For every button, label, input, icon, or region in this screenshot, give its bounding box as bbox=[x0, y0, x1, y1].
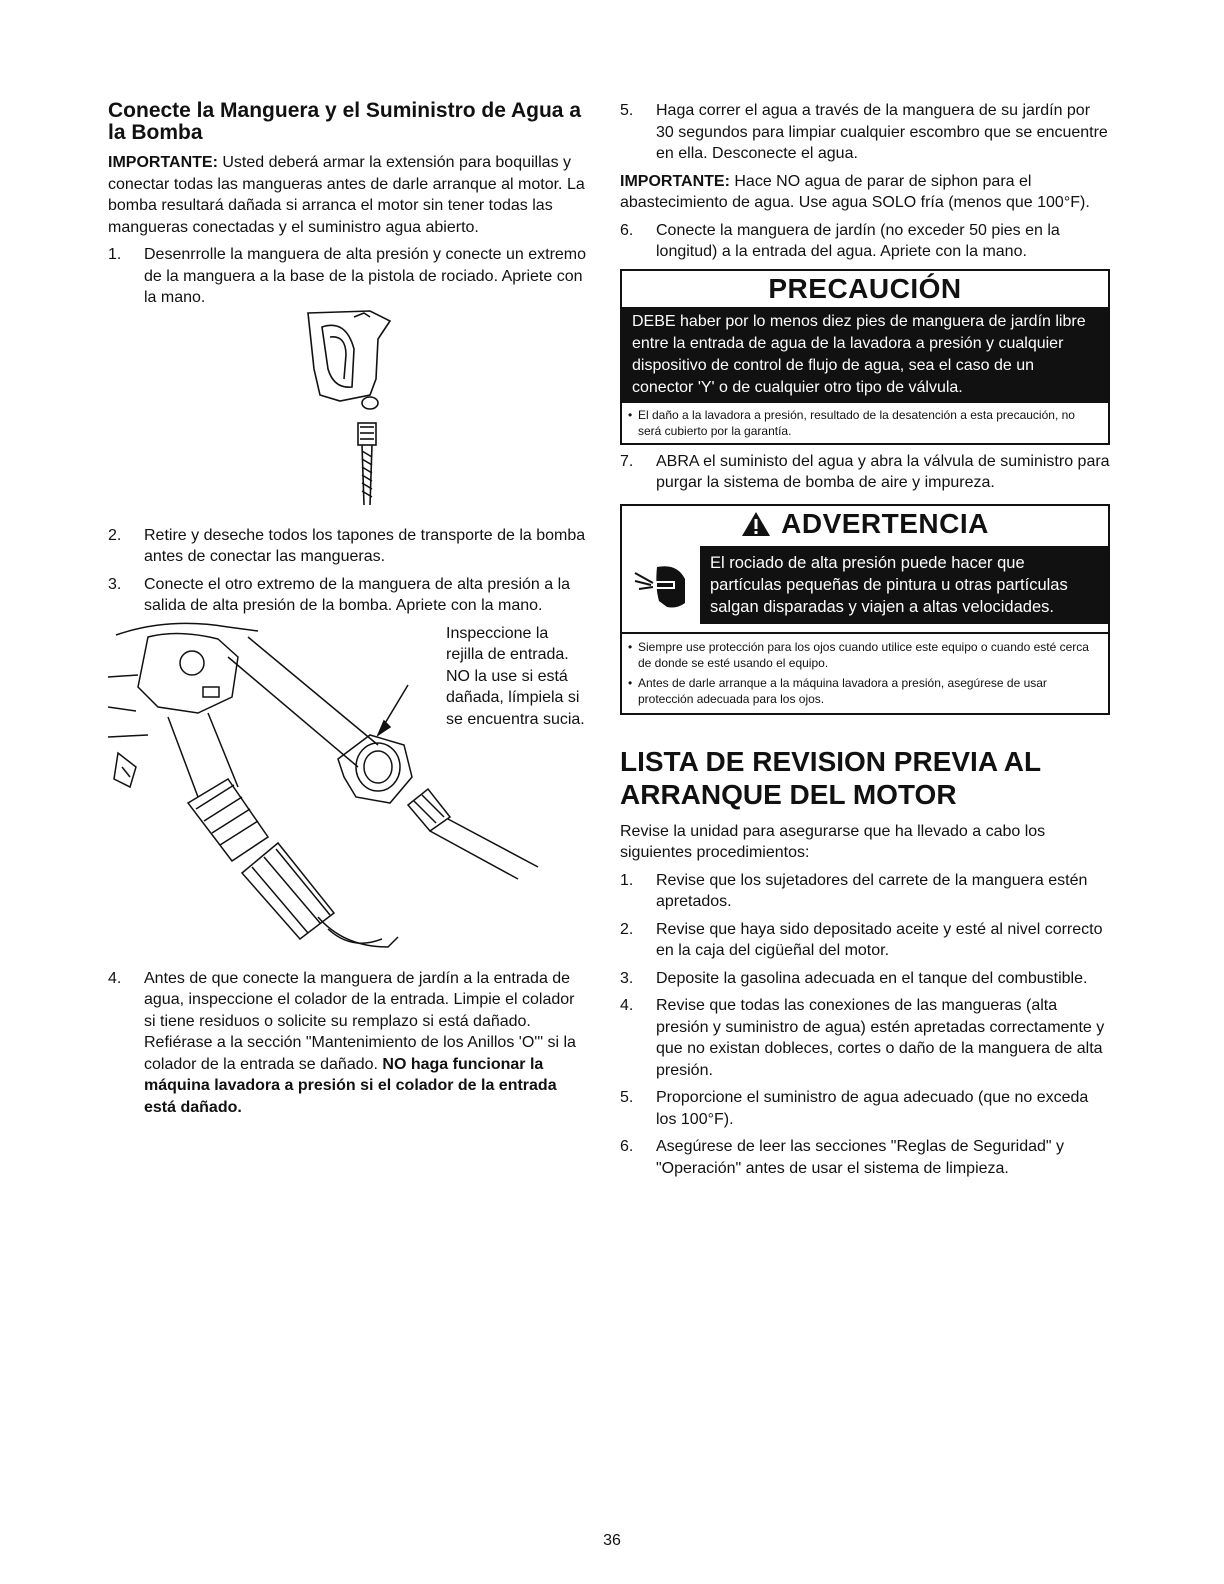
item-text: Proporcione el suministro de agua adecuado (que no exceda los 100°F). bbox=[656, 1089, 1089, 1128]
step-number: 1. bbox=[108, 246, 122, 263]
steps-list-left-3 bbox=[108, 968, 590, 1119]
step-number: 3. bbox=[108, 575, 122, 593]
steps-list-left bbox=[108, 244, 590, 309]
warning-text: El rociado de alta presión puede hacer que partículas pequeñas de pintura u otras partículas salgan disparadas y viajen a altas velocidades. bbox=[700, 546, 1108, 624]
inlet-screen-callout: Inspeccione la rejilla de entrada. NO la use si está dañada, límpiela si se encuentra sucia. bbox=[446, 624, 585, 728]
item-number: 1. bbox=[620, 871, 634, 889]
item-text: Revise que haya sido depositado aceite y esté al nivel correcto en la caja del cigüeñal del motor. bbox=[656, 920, 1103, 959]
step-number: 2. bbox=[108, 526, 122, 544]
important-label: IMPORTANTE: bbox=[620, 172, 730, 190]
step-7 bbox=[620, 451, 1110, 494]
warning-notes bbox=[622, 632, 1108, 713]
item-number: 2. bbox=[620, 920, 634, 938]
step-6 bbox=[620, 220, 1110, 263]
checklist-title: LISTA DE REVISION PREVIA AL ARRANQUE DEL MOTOR bbox=[620, 745, 1041, 810]
left-column bbox=[108, 100, 590, 1118]
step-4-bold-warning: NO haga funcionar la máquina lavadora a presión si el colador de la entrada está dañado. bbox=[144, 1055, 557, 1116]
step-2 bbox=[108, 525, 590, 568]
steps-list-right-3 bbox=[620, 451, 1110, 494]
step-text: Conecte la manguera de jardín (no exceder 50 pies en la longitud) a la entrada del agua. Apriete con la mano. bbox=[656, 221, 1060, 260]
caution-note-text: El daño a la lavadora a presión, resultado de la desatención a esta precaución, no será cubierto por la garantía. bbox=[638, 407, 1075, 438]
steps-list-right bbox=[620, 100, 1110, 165]
bullet: • bbox=[628, 675, 633, 690]
checklist bbox=[620, 870, 1110, 1180]
step-number: 6. bbox=[620, 221, 634, 239]
important-note-right bbox=[620, 171, 1110, 214]
eye-protection-icon bbox=[622, 546, 700, 624]
item-text: Deposite la gasolina adecuada en el tanque del combustible. bbox=[656, 969, 1088, 987]
spray-gun-hose-illustration bbox=[108, 309, 590, 519]
checklist-intro: Revise la unidad para asegurarse que ha llevado a cabo los siguientes procedimientos: bbox=[620, 822, 1046, 861]
warning-triangle-icon bbox=[741, 511, 771, 537]
step-text: ABRA el suministo del agua y abra la válvula de suministro para purgar la sistema de bomba de aire y impureza. bbox=[656, 452, 1110, 491]
check-item-3 bbox=[620, 968, 1110, 990]
important-text: Usted deberá armar la extensión para boquillas y conectar todas las mangueras antes de darle arranque al motor. La bomba resultará dañada si arranca el motor sin tener todas las mangueras conectadas y el suministro agua abierto. bbox=[108, 154, 585, 236]
warning-header bbox=[622, 506, 1108, 542]
important-text: Hace NO agua de parar de siphon para el abastecimiento de agua. Use agua SOLO fría (menos que 100°F). bbox=[620, 172, 1090, 211]
item-number: 3. bbox=[620, 969, 634, 987]
caution-note bbox=[622, 403, 1108, 443]
step-3 bbox=[108, 574, 590, 617]
step-text: Antes de que conecte la manguera de jardín a la entrada de agua, inspeccione el colador de la entrada. Limpie el colador si tiene residuos o solicite su remplazo si está dañado. Refiérase a la sección "Mantenimiento de los Anillos 'O'" si la colador de la entrada se dañado. bbox=[144, 969, 576, 1073]
warning-box bbox=[620, 504, 1110, 715]
step-1 bbox=[108, 244, 590, 309]
bullet: • bbox=[628, 639, 633, 654]
check-item-4 bbox=[620, 995, 1110, 1081]
step-text: Haga correr el agua a través de la manguera de su jardín por 30 segundos para limpiar cualquier escombro que se encuentre en ella. Desconecte el agua. bbox=[656, 102, 1108, 162]
caution-box bbox=[620, 269, 1110, 445]
warning-body bbox=[622, 542, 1108, 632]
check-item-2 bbox=[620, 919, 1110, 962]
check-item-6 bbox=[620, 1136, 1110, 1179]
item-text: Revise que los sujetadores del carrete de la manguera estén apretados. bbox=[656, 871, 1088, 910]
warning-note-1 bbox=[622, 634, 1108, 675]
warning-note-2 bbox=[622, 675, 1108, 713]
section-heading-connect-hose: Conecte la Manguera y el Suministro de Agua a la Bomba bbox=[108, 99, 582, 144]
warning-title: ADVERTENCIA bbox=[781, 507, 989, 539]
step-number: 7. bbox=[620, 452, 634, 470]
check-item-5 bbox=[620, 1087, 1110, 1130]
bullet: • bbox=[628, 407, 633, 422]
important-note-left bbox=[108, 152, 590, 238]
step-text: Retire y deseche todos los tapones de transporte de la bomba antes de conectar las mangueras. bbox=[144, 526, 586, 565]
page-number: 36 bbox=[603, 1532, 621, 1549]
check-item-1 bbox=[620, 870, 1110, 913]
step-number: 5. bbox=[620, 102, 634, 119]
important-label: IMPORTANTE: bbox=[108, 154, 218, 171]
steps-list-right-2 bbox=[620, 220, 1110, 263]
right-column bbox=[620, 100, 1110, 1179]
item-text: Revise que todas las conexiones de las mangueras (alta presión y suministro de agua) estén apretadas correctamente y que no existan dobleces, cortes o daño de la manguera de alta presión. bbox=[656, 997, 1105, 1079]
item-number: 5. bbox=[620, 1089, 634, 1106]
step-4 bbox=[108, 968, 590, 1119]
item-number: 4. bbox=[620, 997, 634, 1014]
warning-note-text: Siempre use protección para los ojos cuando utilice este equipo o cuando esté cerca de donde se esté usando el equipo. bbox=[638, 639, 1089, 670]
item-text: Asegúrese de leer las secciones "Reglas de Seguridad" y "Operación" antes de usar el sistema de limpieza. bbox=[656, 1138, 1065, 1177]
item-number: 6. bbox=[620, 1138, 634, 1155]
pump-inlet-figure bbox=[108, 617, 590, 962]
step-text: Desenrrolle la manguera de alta presión y conecte un extremo de la manguera a la base de la pistola de rociado. Apriete con la mano. bbox=[144, 246, 587, 306]
warning-note-text: Antes de darle arranque a la máquina lavadora a presión, asegúrese de usar protección adecuada para los ojos. bbox=[638, 675, 1047, 706]
step-text: Conecte el otro extremo de la manguera de alta presión a la salida de alta presión de la bomba. Apriete con la mano. bbox=[144, 575, 571, 614]
steps-list-left-2 bbox=[108, 525, 590, 617]
step-number: 4. bbox=[108, 969, 122, 987]
caution-title: PRECAUCIÓN bbox=[768, 272, 962, 304]
caution-text: DEBE haber por lo menos diez pies de manguera de jardín libre entre la entrada de agua de la lavadora a presión y cualquier dispositivo de control de flujo de agua, sea el caso de un conector 'Y' o de cualquier otro tipo de válvula. bbox=[622, 307, 1108, 403]
step-5 bbox=[620, 100, 1110, 165]
